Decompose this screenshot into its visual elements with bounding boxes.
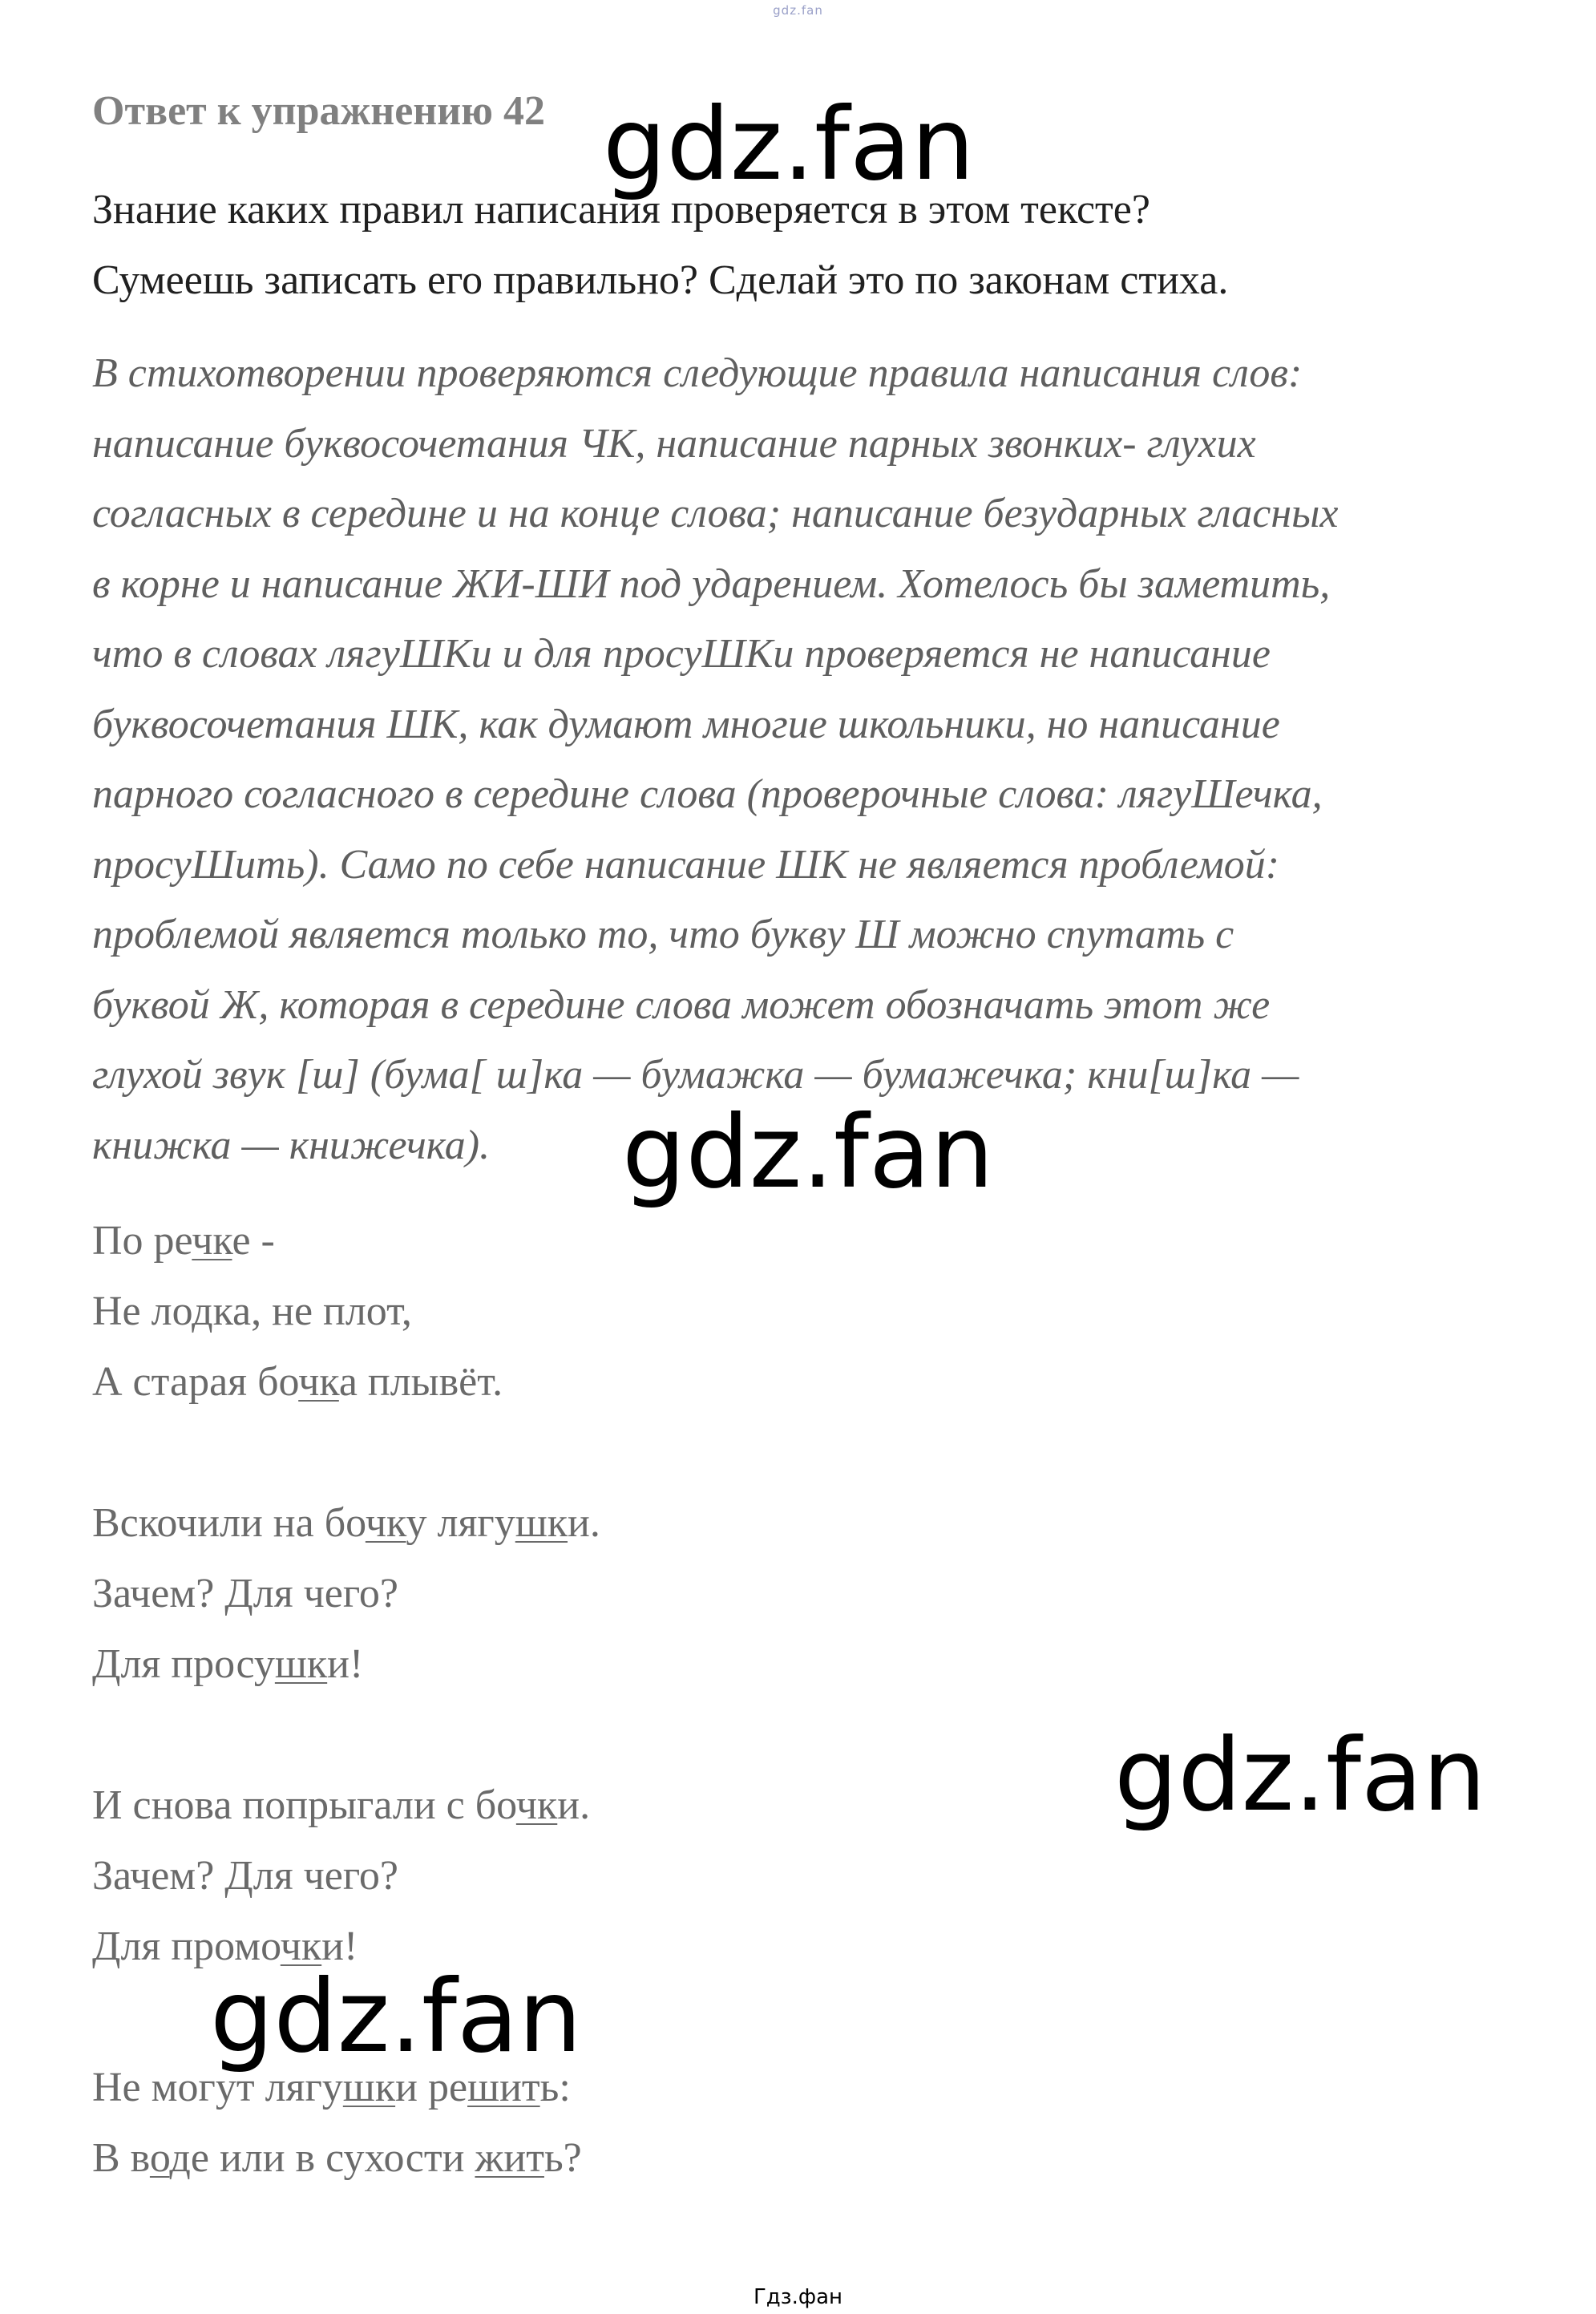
text-part: е - (232, 1218, 275, 1264)
underlined-letters: чк (192, 1218, 232, 1264)
answer-line: что в словах лягуШКи и для просуШКи проверяется не написание (92, 631, 1271, 677)
text-part: Вскочили на бо (92, 1500, 366, 1546)
underlined-letters: чк (298, 1359, 339, 1405)
poem-line (92, 1347, 1519, 1418)
text-part: А старая бо (92, 1359, 299, 1405)
answer-line: согласных в середине и на конце слова; написание безударных гласных (92, 491, 1339, 536)
text-part: Для просу (92, 1641, 275, 1687)
answer-line: просуШить). Само по себе написание ШК не является проблемой: (92, 841, 1280, 888)
underlined-letters: чк (365, 1500, 406, 1546)
question-line: Знание каких правил написания проверяется в этом тексте? (92, 187, 1150, 233)
underlined-letters: чк (280, 1924, 322, 1969)
watermark: gdz.fan (210, 1959, 582, 2075)
text-part: ка, не плот, (212, 1288, 412, 1334)
poem-line (92, 1559, 1519, 1629)
text-part: Зачем? Для чего? (92, 1571, 398, 1616)
answer-line: буквосочетания ШК, как думают многие школьники, но написание (92, 701, 1280, 747)
underlined-letters: шк (342, 2065, 396, 2110)
text-part: и. (568, 1500, 600, 1546)
footer-text: Гдз.фан (753, 2285, 843, 2309)
answer-line: написание буквосочетания ЧК, написание парных звонких- глухих (92, 420, 1256, 467)
poem-line (92, 1206, 1519, 1276)
text-part: Не могут лягу (92, 2065, 343, 2110)
text-part: и. (557, 1782, 591, 1828)
underlined-letters: жит (475, 2135, 544, 2181)
watermark: gdz.fan (622, 1094, 994, 1211)
watermark: gdz.fan (1114, 1717, 1486, 1834)
watermark: gdz.fan (603, 87, 975, 203)
text-part: По ре (92, 1218, 192, 1264)
answer-text (92, 338, 1519, 1180)
underlined-letters: шк (515, 1500, 568, 1546)
top-watermark: gdz.fan (773, 3, 823, 18)
text-part: де или в сухости (169, 2135, 475, 2181)
poem-line (92, 1488, 1519, 1559)
answer-line: в корне и написание ЖИ-ШИ под ударением. Хотелось бы заметить, (92, 560, 1331, 607)
text-part: Для промо (92, 1924, 281, 1969)
text-part: у лягу (406, 1500, 515, 1546)
poem-line (92, 1629, 1519, 1700)
answer-line: буквой Ж, которая в середине слова может обозначать этот же (92, 981, 1271, 1028)
answer-line: глухой звук [ш] (бума[ ш]ка — бумажка — бумажечка; кни[ш]ка — (92, 1052, 1299, 1098)
text-part: Зачем? Для чего? (92, 1853, 398, 1899)
poem-stanza (92, 1488, 1519, 1700)
text-part: Не ло (92, 1288, 192, 1334)
answer-line: книжка — книжечка). (92, 1122, 491, 1168)
question-line: Сумеешь записать его правильно? Сделай это по законам стиха. (92, 257, 1229, 303)
underlined-letters: шит (467, 2065, 540, 2110)
text-part: ь: (539, 2065, 571, 2110)
text-part: и! (327, 1641, 364, 1687)
text-part: и! (321, 1924, 358, 1969)
answer-line: В стихотворении проверяются следующие правила написания слов: (92, 350, 1303, 396)
poem-line (92, 1276, 1519, 1347)
poem-line (92, 2123, 1519, 2194)
poem-stanza (92, 1206, 1519, 1418)
underlined-letters: о (149, 2135, 170, 2181)
text-part: В в (92, 2135, 150, 2181)
underlined-letters: чк (515, 1782, 558, 1828)
exercise-heading: Ответ к упражнению 42 (92, 88, 545, 134)
text-part: ь? (543, 2135, 582, 2181)
underlined-letters: д (192, 1288, 213, 1334)
answer-line: парного согласного в середине слова (проверочные слова: лягуШечка, (92, 771, 1323, 817)
text-part: а плывёт. (338, 1359, 503, 1405)
text-part: и ре (395, 2065, 468, 2110)
text-part: И снова попрыгали с бо (92, 1782, 516, 1828)
poem-line (92, 1841, 1519, 1911)
underlined-letters: шк (274, 1641, 328, 1687)
answer-line: проблемой является только то, что букву Ш можно спутать с (92, 912, 1234, 957)
